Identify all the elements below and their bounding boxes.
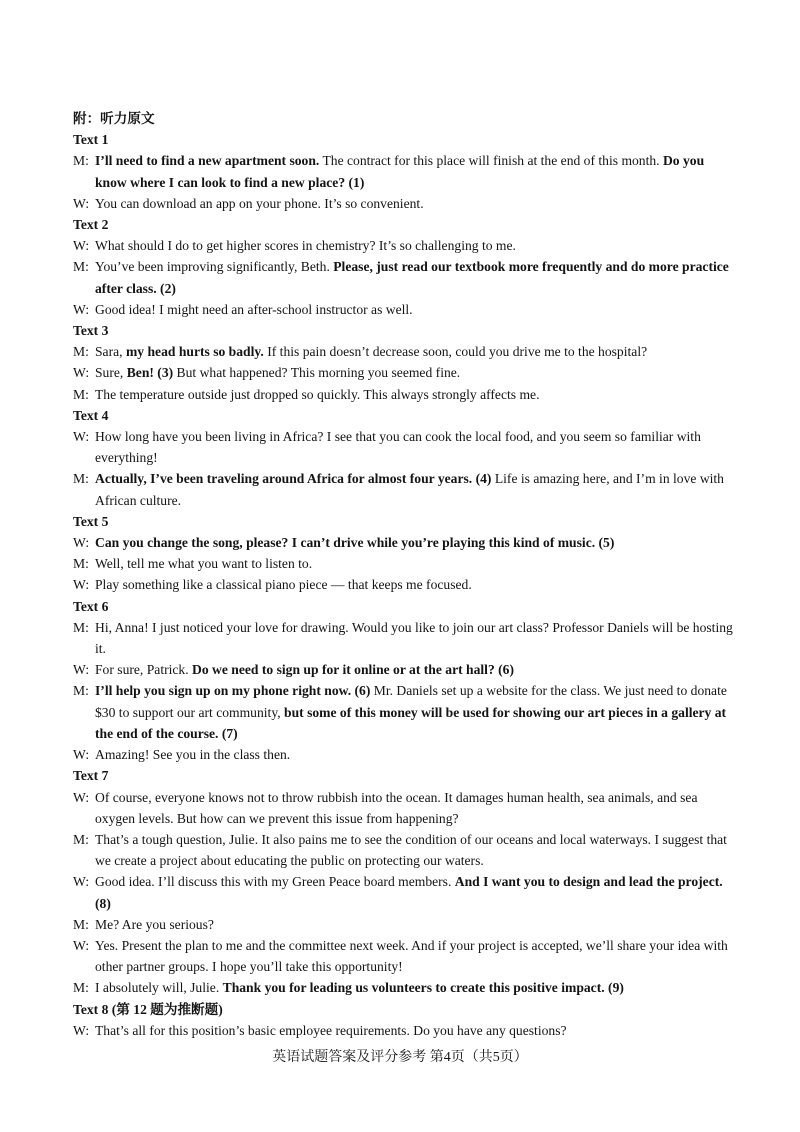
dialogue-line	[73, 914, 733, 935]
text-heading: Text 3	[73, 323, 109, 339]
answer-key-text: And I want you to design and lead the project. (8)	[95, 874, 723, 911]
text-heading: Text 7	[73, 768, 109, 784]
text-section	[73, 320, 733, 405]
text-heading: Text 8 (第 12 题为推断题)	[73, 1001, 223, 1017]
line-text	[95, 387, 539, 402]
dialogue-text: Hi, Anna! I just noticed your love for drawing. Would you like to join our art class? Professor Daniels will be hosting it.	[95, 619, 733, 657]
page-footer: 英语试题答案及评分参考 第4页（共5页）	[272, 1050, 528, 1065]
dialogue-line	[73, 384, 733, 405]
speaker-label: W:	[73, 195, 90, 211]
answer-key-text: Please, just read our textbook more frequently and do more practice after class. (2)	[95, 259, 729, 296]
dialogue-line	[73, 935, 733, 977]
speaker-label: M:	[73, 916, 89, 932]
dialogue-line	[73, 426, 733, 468]
dialogue-text: Sara,	[95, 344, 126, 360]
line-text	[95, 535, 614, 550]
speaker-label: M:	[73, 259, 89, 275]
dialogue-line	[73, 744, 733, 765]
dialogue-line	[73, 829, 733, 871]
speaker-label: M:	[73, 386, 89, 402]
speaker-label: M:	[73, 683, 89, 699]
text-heading: Text 5	[73, 513, 109, 529]
line-text	[95, 620, 733, 656]
line-text	[95, 259, 729, 295]
dialogue-line	[73, 193, 733, 214]
speaker-label: M:	[73, 831, 89, 847]
speaker-label: W:	[73, 429, 90, 445]
line-text	[95, 980, 624, 995]
dialogue-text: Mr. Daniels set up a website for the class. We just need to donate $30 to support our art community,	[95, 683, 727, 720]
answer-key-text: Actually, I’ve been traveling around Africa for almost four years. (4)	[95, 471, 492, 487]
line-text	[95, 790, 698, 826]
dialogue-text: That’s all for this position’s basic employee requirements. Do you have any questions?	[95, 1022, 567, 1038]
answer-key-text: Ben! (3)	[126, 365, 174, 381]
speaker-label: W:	[73, 238, 90, 254]
speaker-label: W:	[73, 789, 90, 805]
dialogue-text: If this pain doesn’t decrease soon, could you drive me to the hospital?	[263, 344, 648, 360]
dialogue-line	[73, 871, 733, 913]
dialogue-text: But what happened? This morning you seemed fine.	[173, 365, 461, 381]
answer-key-text: Do we need to sign up for it online or at the art hall? (6)	[192, 662, 514, 678]
dialogue-text: The contract for this place will finish at the end of this month.	[319, 153, 663, 169]
dialogue-text: Yes. Present the plan to me and the committee next week. And if your project is accepted, we’ll share your idea with other partner groups. I hope you’ll take this opportunity!	[95, 937, 728, 975]
dialogue-line	[73, 235, 733, 256]
appendix-title: 附：听力原文	[73, 111, 155, 126]
speaker-label: M:	[73, 153, 89, 169]
dialogue-text: Sure,	[95, 365, 127, 381]
answer-key-text: Can you change the song, please? I can’t drive while you’re playing this kind of music. (5)	[95, 535, 615, 551]
dialogue-text: The temperature outside just dropped so quickly. This always strongly affects me.	[95, 386, 540, 402]
dialogue-text: Good idea! I might need an after-school instructor as well.	[95, 301, 413, 317]
dialogue-text: I absolutely will, Julie.	[95, 980, 223, 996]
speaker-label: M:	[73, 556, 89, 572]
line-text	[95, 302, 413, 317]
speaker-label: M:	[73, 619, 89, 635]
dialogue-line	[73, 977, 733, 998]
dialogue-line	[73, 256, 733, 298]
speaker-label: W:	[73, 535, 90, 551]
dialogue-text: What should I do to get higher scores in chemistry? It’s so challenging to me.	[95, 238, 516, 254]
line-text	[95, 196, 424, 211]
dialogue-line	[73, 659, 733, 680]
answer-key-text: but some of this money will be used for showing our art pieces in a gallery at the end of the course. (7)	[95, 704, 727, 741]
line-text	[95, 747, 290, 762]
speaker-label: W:	[73, 577, 90, 593]
text-heading: Text 1	[73, 132, 109, 148]
dialogue-text: Me? Are you serious?	[95, 916, 214, 932]
speaker-label: W:	[73, 874, 90, 890]
speaker-label: W:	[73, 747, 90, 763]
transcript-texts	[73, 129, 733, 1041]
dialogue-text: Good idea. I’ll discuss this with my Green Peace board members.	[95, 874, 455, 890]
dialogue-line	[73, 341, 733, 362]
answer-key-text: I’ll need to find a new apartment soon.	[95, 153, 320, 169]
dialogue-line	[73, 532, 733, 553]
transcript-page	[73, 108, 733, 1041]
line-text	[95, 471, 724, 507]
dialogue-line	[73, 787, 733, 829]
dialogue-line	[73, 362, 733, 383]
text-section	[73, 765, 733, 998]
text-heading: Text 6	[73, 598, 109, 614]
speaker-label: M:	[73, 471, 89, 487]
speaker-label: W:	[73, 662, 90, 678]
line-text	[95, 429, 701, 465]
dialogue-line	[73, 680, 733, 744]
dialogue-text: You can download an app on your phone. It’s so convenient.	[95, 195, 424, 211]
dialogue-text: Of course, everyone knows not to throw rubbish into the ocean. It damages human health, sea animals, and sea oxygen levels. But how can we prevent this issue from happening?	[95, 789, 698, 826]
line-text	[95, 683, 727, 740]
speaker-label: M:	[73, 344, 89, 360]
dialogue-line	[73, 150, 733, 192]
dialogue-text: Life is amazing here, and I’m in love with African culture.	[95, 471, 724, 508]
line-text	[95, 344, 647, 359]
text-section	[73, 596, 733, 766]
text-heading: Text 4	[73, 407, 109, 423]
text-section	[73, 511, 733, 596]
line-text	[95, 1023, 567, 1038]
line-text	[95, 662, 514, 677]
line-text	[95, 577, 472, 592]
text-section	[73, 999, 733, 1041]
text-section	[73, 214, 733, 320]
dialogue-text: Play something like a classical piano piece — that keeps me focused.	[95, 577, 472, 593]
line-text	[95, 556, 312, 571]
dialogue-text: For sure, Patrick.	[95, 662, 193, 678]
dialogue-text: How long have you been living in Africa? I see that you can cook the local food, and you seem so familiar with everything!	[95, 429, 701, 466]
line-text	[95, 874, 723, 910]
answer-key-text: my head hurts so badly.	[125, 344, 264, 360]
line-text	[95, 238, 516, 253]
speaker-label: W:	[73, 1022, 90, 1038]
line-text	[95, 917, 214, 932]
answer-key-text: Thank you for leading us volunteers to create this positive impact. (9)	[222, 980, 624, 996]
dialogue-text: That’s a tough question, Julie. It also pains me to see the condition of our oceans and local waterways. I suggest that we create a project about educating the public on protecting our waters.	[95, 831, 727, 869]
dialogue-line	[73, 299, 733, 320]
dialogue-text: Amazing! See you in the class then.	[95, 747, 291, 763]
speaker-label: W:	[73, 937, 90, 953]
speaker-label: W:	[73, 365, 90, 381]
answer-key-text: Do you know where I can look to find a new place? (1)	[95, 153, 705, 190]
line-text	[95, 365, 460, 380]
speaker-label: M:	[73, 980, 89, 996]
speaker-label: W:	[73, 301, 90, 317]
dialogue-line	[73, 468, 733, 510]
text-heading: Text 2	[73, 217, 109, 233]
answer-key-text: I’ll help you sign up on my phone right now. (6)	[95, 683, 371, 699]
dialogue-line	[73, 617, 733, 659]
dialogue-line	[73, 1020, 733, 1041]
dialogue-line	[73, 574, 733, 595]
text-section	[73, 405, 733, 511]
dialogue-text: Well, tell me what you want to listen to.	[95, 556, 313, 572]
line-text	[95, 832, 727, 868]
text-section	[73, 129, 733, 214]
dialogue-line	[73, 553, 733, 574]
line-text	[95, 153, 704, 189]
line-text	[95, 938, 728, 974]
dialogue-text: You’ve been improving significantly, Beth.	[95, 259, 334, 275]
